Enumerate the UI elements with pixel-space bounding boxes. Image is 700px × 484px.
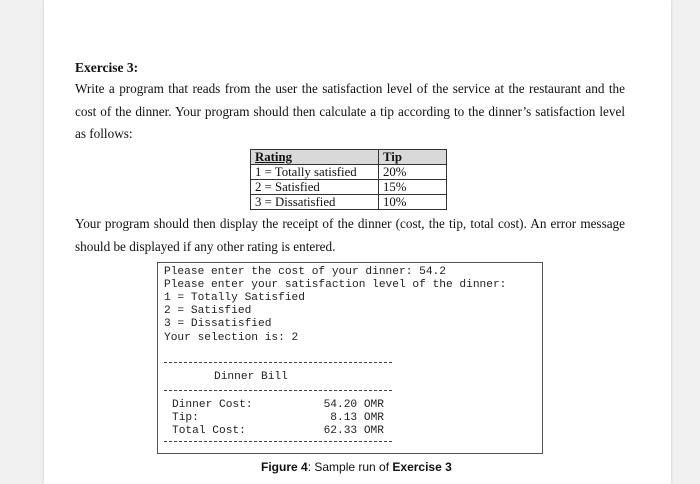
document-page [44,0,671,484]
exercise-heading: Exercise 3: [75,60,139,75]
console-line: Please enter your satisfaction level of the dinner: [164,279,507,291]
table-row [251,180,447,195]
separator-line [164,390,392,391]
instructions-paragraph: Your program should then display the receipt of the dinner (cost, the tip, total cost). An error message should be displayed if any other rating is entered. [75,216,625,254]
table-row [251,195,447,210]
caption-text: : Sample run of [307,460,393,474]
table-header-row [251,150,447,165]
separator-line [164,362,392,363]
bill-label-cost: Dinner Cost: [172,399,253,411]
bill-label-total: Total Cost: [172,425,246,437]
sample-run-console [157,262,543,454]
tip-cell: 20% [379,165,447,180]
bill-value-total: 62.33 OMR [323,425,384,437]
table-row [251,165,447,180]
console-line: 2 = Satisfied [164,305,252,317]
bill-title: Dinner Bill [214,371,288,383]
intro-paragraph: Write a program that reads from the user the satisfaction level of the service at the restaurant and the cost of the dinner. Your program should then calculate a tip according to the dinner’s satisfaction level as follows: [75,81,625,141]
bill-value-tip: 8.13 OMR [330,412,384,424]
console-line: Please enter the cost of your dinner: 54.2 [164,266,446,278]
tip-cell: 10% [379,195,447,210]
bill-value-cost: 54.20 OMR [323,399,384,411]
separator-line [164,441,392,442]
caption-figure-label: Figure 4 [261,460,308,474]
rating-cell: 3 = Dissatisfied [251,195,379,210]
bill-label-tip: Tip: [172,412,199,424]
header-rating: Rating [251,150,379,165]
console-line: 3 = Dissatisfied [164,318,272,330]
figure-caption [261,460,452,474]
tip-cell: 15% [379,180,447,195]
rating-cell: 2 = Satisfied [251,180,379,195]
console-line: 1 = Totally Satisfied [164,292,305,304]
rating-cell: 1 = Totally satisfied [251,165,379,180]
console-line: Your selection is: 2 [164,332,299,344]
rating-tip-table [250,149,447,210]
caption-exercise-label: Exercise 3 [392,460,452,474]
header-tip: Tip [379,150,447,165]
